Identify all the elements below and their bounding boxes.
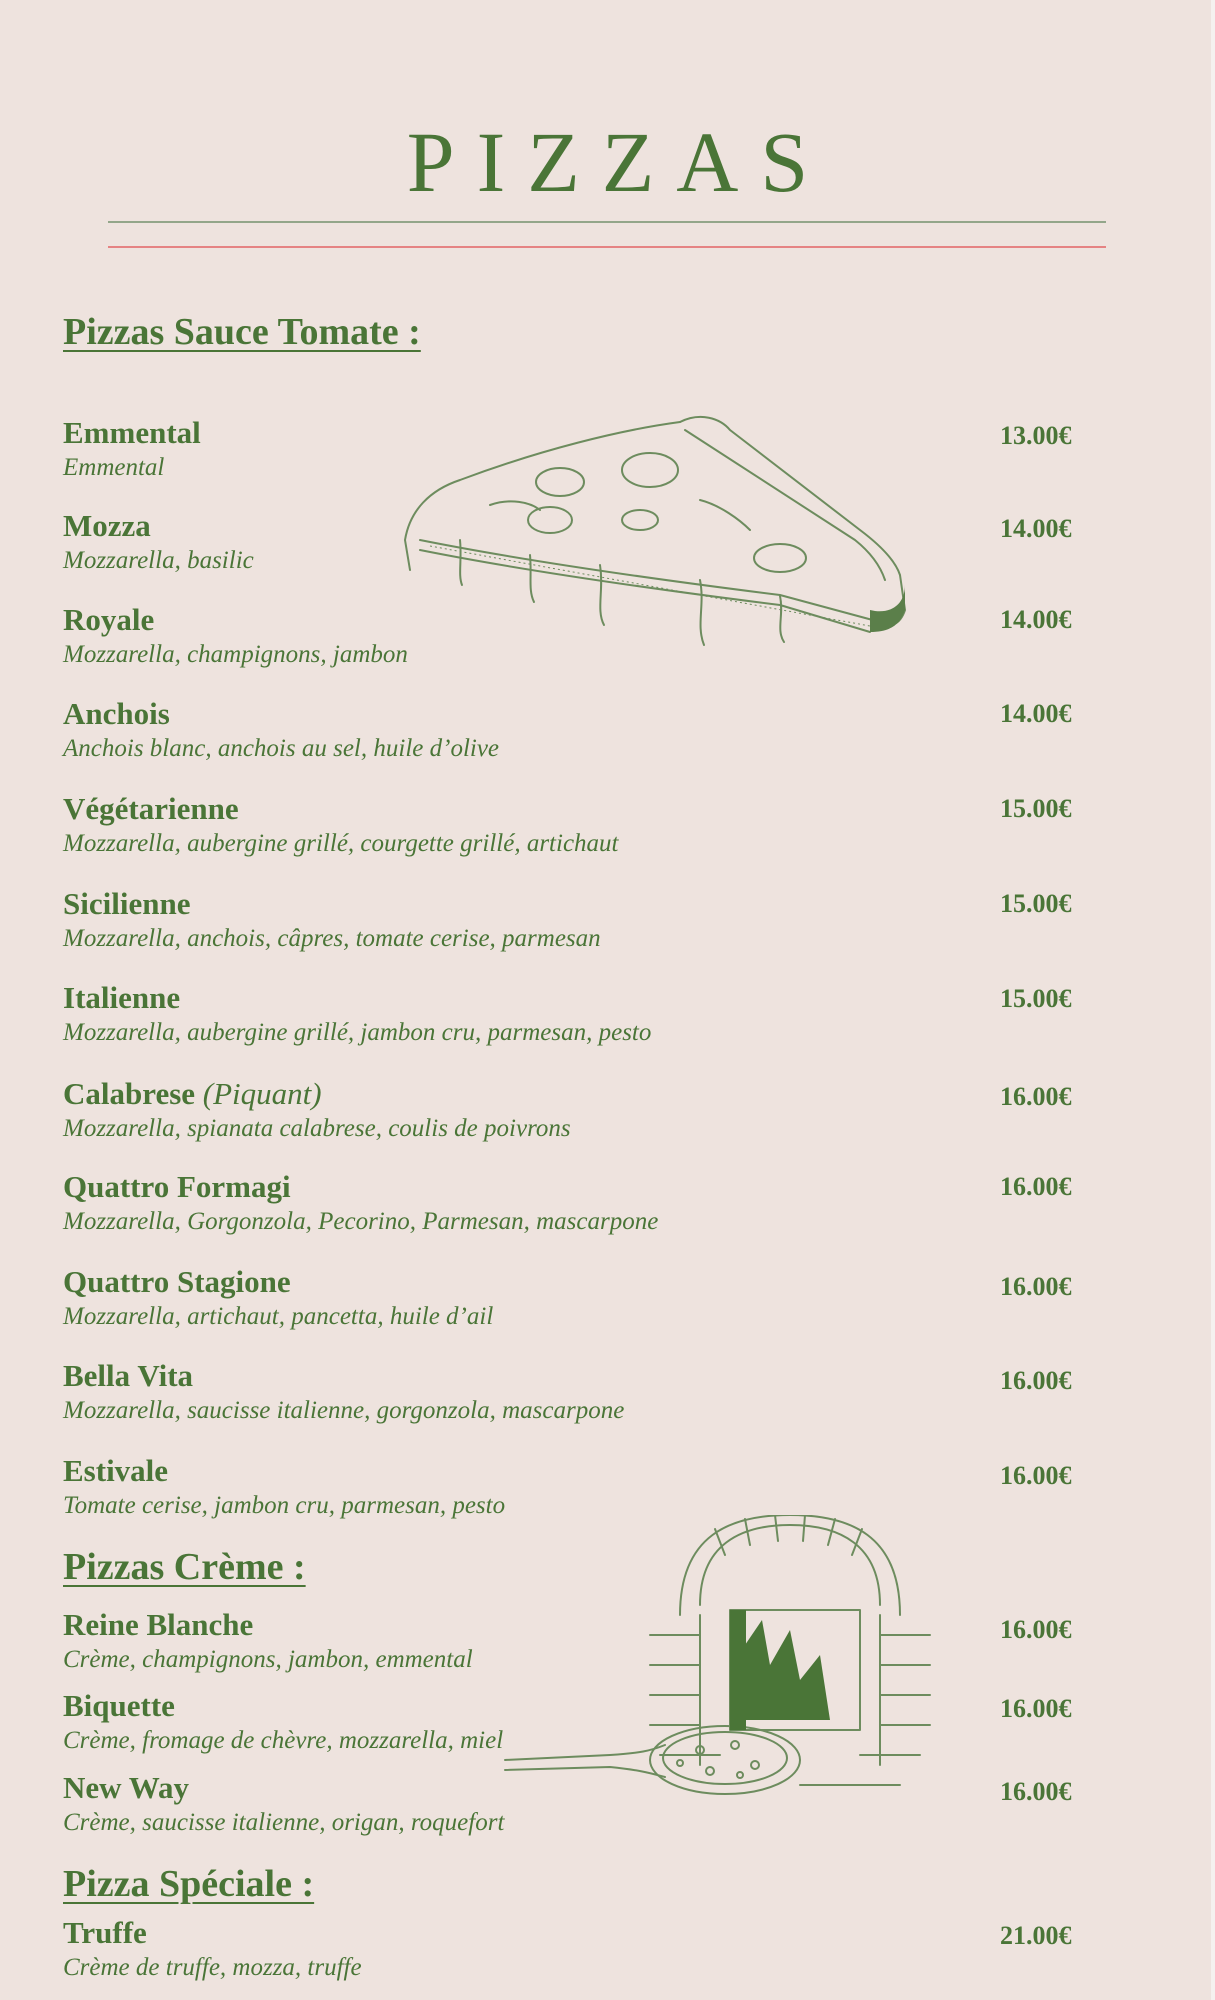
menu-item-title: Biquette [63,1688,175,1723]
menu-item-title: Mozza [63,508,151,543]
menu-item-name [63,1688,1113,1724]
menu-item [63,696,1113,764]
menu-item [63,1607,1113,1675]
menu-item-name [63,1607,1113,1643]
menu-item-title: Emmental [63,415,201,450]
menu-item-name [63,415,1113,451]
menu-item [63,980,1113,1048]
menu-item-title: Anchois [63,696,170,731]
menu-item-description: Mozzarella, anchois, câpres, tomate cerise, parmesan [63,925,601,952]
title-divider-red [108,246,1106,248]
menu-item-price: 16.00€ [1000,1172,1072,1201]
menu-item [63,1358,1113,1426]
menu-item-title: Bella Vita [63,1358,194,1393]
menu-item [63,1770,1113,1838]
menu-item-description: Crème, fromage de chèvre, mozzarella, miel [63,1727,504,1754]
menu-item [63,1915,1113,1983]
menu-item-description: Mozzarella, champignons, jambon [63,641,408,668]
menu-item-description: Mozzarella, aubergine grillé, courgette grillé, artichaut [63,830,619,857]
menu-item [63,791,1113,859]
menu-item-description: Mozzarella, saucisse italienne, gorgonzola, mascarpone [63,1397,625,1424]
menu-item-price: 16.00€ [1000,1777,1072,1806]
menu-item-description: Crème, champignons, jambon, emmental [63,1646,473,1673]
section-heading: Pizzas Sauce Tomate : [63,311,421,353]
menu-item-name [63,602,1113,638]
menu-item [63,1264,1113,1332]
menu-item-title: New Way [63,1770,190,1805]
menu-item-title: Sicilienne [63,886,191,921]
title-divider-green [108,221,1106,223]
menu-item-price: 16.00€ [1000,1082,1072,1111]
menu-item-description: Mozzarella, spianata calabrese, coulis de poivrons [63,1115,571,1142]
menu-item [63,1169,1113,1237]
section-heading: Pizza Spéciale : [63,1863,315,1905]
menu-item-name [63,696,1113,732]
menu-item-price: 14.00€ [1000,605,1072,634]
menu-item-price: 21.00€ [1000,1921,1072,1950]
menu-item [63,886,1113,954]
menu-item-price: 16.00€ [1000,1461,1072,1490]
menu-item-price: 16.00€ [1000,1272,1072,1301]
menu-item-price: 16.00€ [1000,1615,1072,1644]
menu-item-title: Truffe [63,1915,147,1950]
menu-item-price: 13.00€ [1000,421,1072,450]
menu-item-title: Calabrese [63,1076,196,1111]
menu-item-description: Emmental [63,454,165,481]
menu-item-price: 14.00€ [1000,699,1072,728]
menu-item-price: 15.00€ [1000,984,1072,1013]
menu-item-name [63,1358,1113,1394]
menu-item-title: Royale [63,602,155,637]
menu-item-title: Végétarienne [63,791,239,826]
menu-item-description: Mozzarella, aubergine grillé, jambon cru, parmesan, pesto [63,1019,652,1046]
menu-item-title: Quattro Stagione [63,1264,291,1299]
menu-item-price: 14.00€ [1000,514,1072,543]
page-title: PIZZAS [406,114,831,210]
menu-item-name [63,1076,1113,1112]
menu-item-title: Estivale [63,1453,169,1488]
menu-item [63,415,1113,483]
menu-item-note: (Piquant) [202,1076,322,1111]
menu-item [63,1688,1113,1756]
menu-item-description: Mozzarella, basilic [63,547,254,574]
menu-item-description: Anchois blanc, anchois au sel, huile d’olive [63,735,500,762]
page-edge [1211,0,1215,2000]
menu-item-name [63,1169,1113,1205]
menu-item-description: Crème de truffe, mozza, truffe [63,1954,362,1981]
menu-item-description: Tomate cerise, jambon cru, parmesan, pesto [63,1492,506,1519]
menu-item-name [63,791,1113,827]
menu-item-name [63,1264,1113,1300]
menu-item-name [63,1915,1113,1951]
section-heading: Pizzas Crème : [63,1546,306,1588]
menu-item-price: 15.00€ [1000,794,1072,823]
menu-item-name [63,980,1113,1016]
menu-item [63,1076,1113,1144]
menu-item-price: 16.00€ [1000,1694,1072,1723]
menu-item-name [63,508,1113,544]
menu-item-name [63,1770,1113,1806]
menu-item [63,1453,1113,1521]
menu-item-name [63,1453,1113,1489]
menu-item-price: 15.00€ [1000,889,1072,918]
menu-item-description: Mozzarella, artichaut, pancetta, huile d’ail [63,1303,494,1330]
menu-item-description: Crème, saucisse italienne, origan, roquefort [63,1809,505,1836]
menu-item-name [63,886,1113,922]
menu-item [63,508,1113,576]
menu-item-price: 16.00€ [1000,1366,1072,1395]
menu-item-title: Italienne [63,980,181,1015]
menu-item-description: Mozzarella, Gorgonzola, Pecorino, Parmesan, mascarpone [63,1208,659,1235]
menu-item-title: Reine Blanche [63,1607,254,1642]
menu-item-title: Quattro Formagi [63,1169,291,1204]
menu-item [63,602,1113,670]
